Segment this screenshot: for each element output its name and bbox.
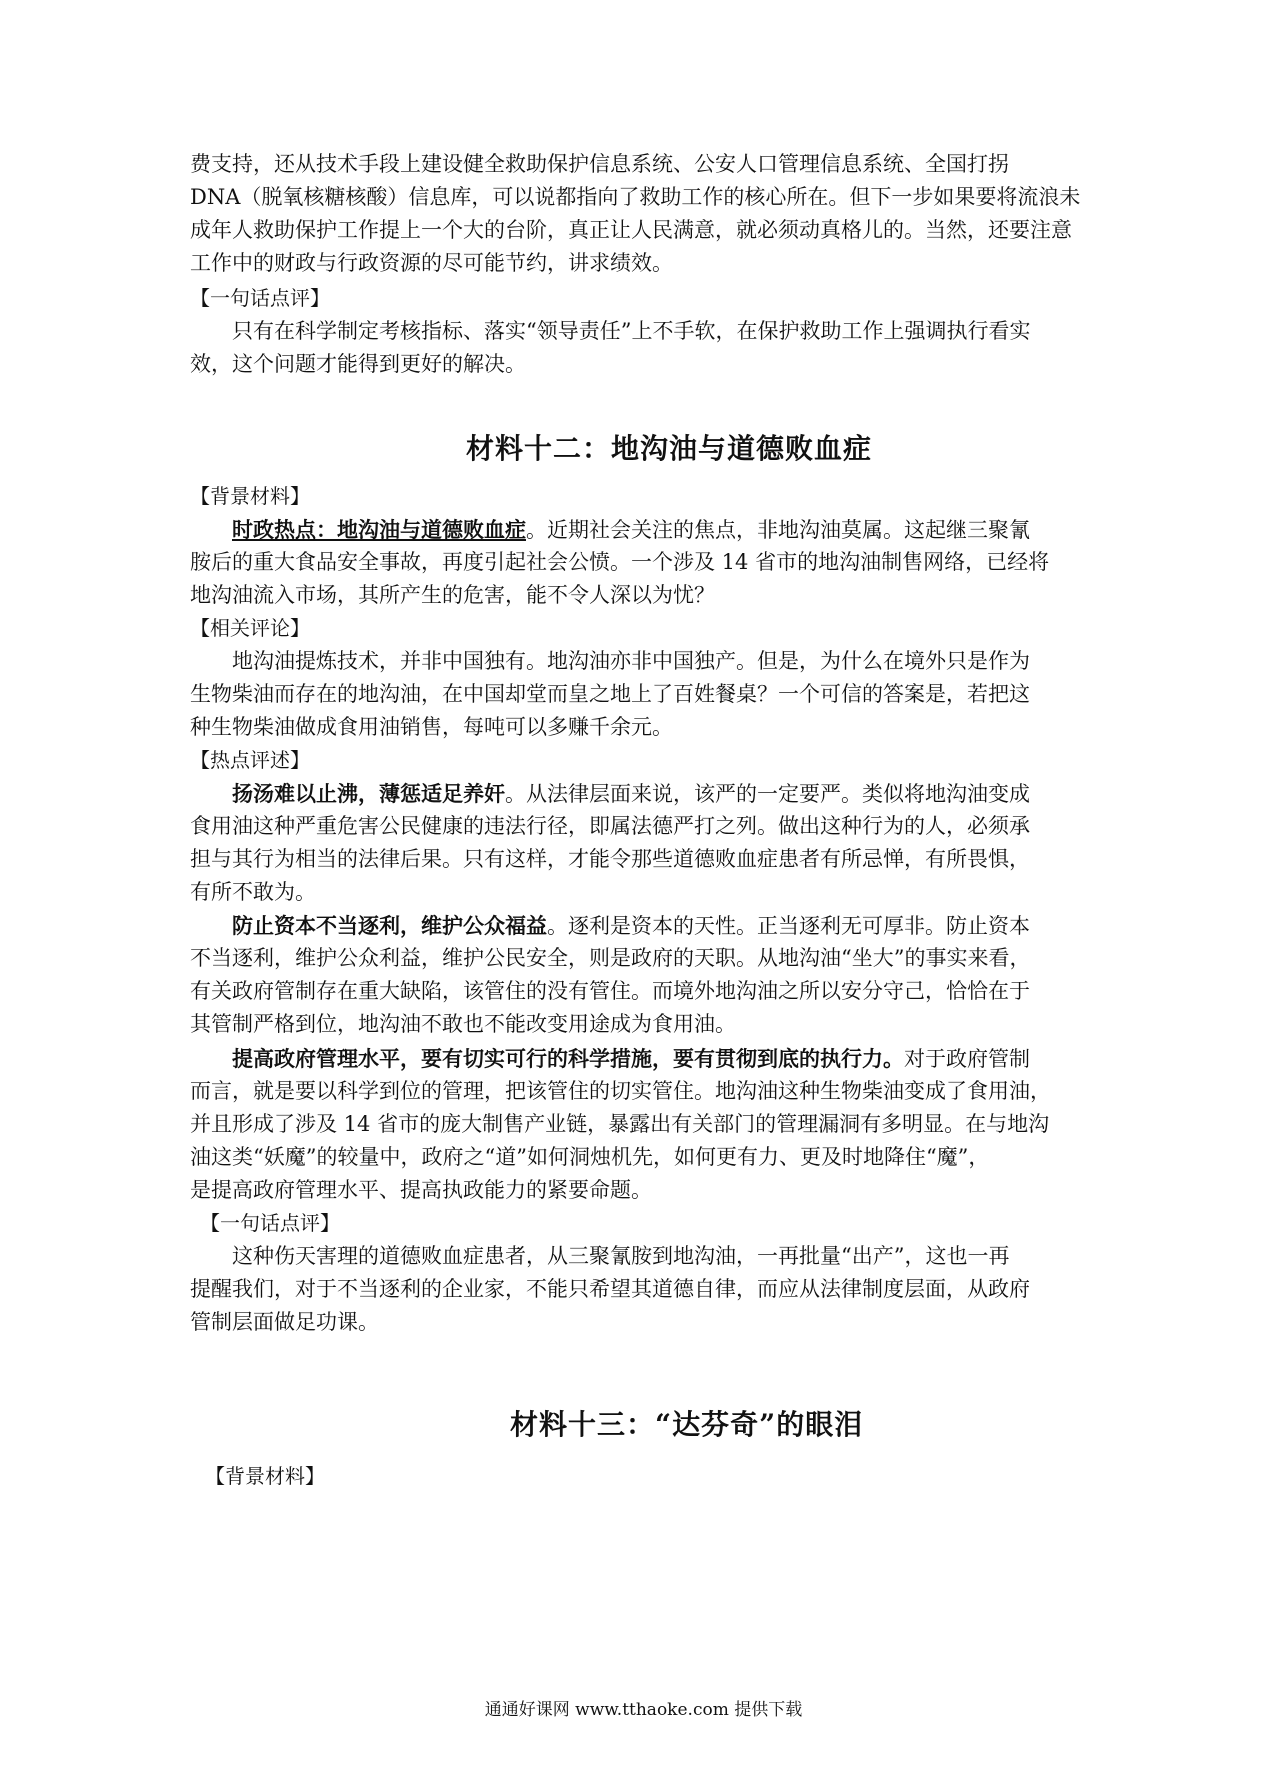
text-line: 而言，就是要以科学到位的管理，把该管住的切实管住。地沟油这种生物柴油变成了食用油， (190, 1079, 1051, 1103)
paragraph-heading: 防止资本不当逐利，维护公众福益 (232, 913, 547, 938)
text-line: 扬汤难以止沸，薄惩适足养奸。从法律层面来说，该严的一定要严。类似将地沟油变成 (232, 781, 1030, 806)
text-line: 种生物柴油做成食用油销售，每吨可以多赚千余元。 (190, 715, 673, 739)
text-line: 费支持，还从技术手段上建设健全救助保护信息系统、公安人口管理信息系统、全国打拐 (190, 152, 1009, 176)
related-comments-section (190, 612, 1120, 744)
text-line: 其管制严格到位，地沟油不敢也不能改变用途成为食用油。 (190, 1012, 736, 1036)
text-line: 工作中的财政与行政资源的尽可能节约，讲求绩效。 (190, 251, 673, 275)
text-line: 食用油这种严重危害公民健康的违法行径，即属法德严打之列。做出这种行为的人，必须承 (190, 814, 1030, 838)
section-label: 【背景材料】 (190, 484, 310, 508)
text-line: 地沟油提炼技术，并非中国独有。地沟油亦非中国独产。但是，为什么在境外只是作为 (232, 649, 1030, 673)
text-line: 不当逐利，维护公众利益，维护公民安全，则是政府的天职。从地沟油“坐大”的事实来看， (190, 946, 1031, 970)
paragraph-3 (190, 1042, 1120, 1207)
hot-comment-section (190, 744, 1120, 909)
one-line-comment-section (190, 282, 1120, 381)
text-line: 时政热点：地沟油与道德败血症。近期社会关注的焦点，非地沟油莫属。这起继三聚氰 (232, 517, 1030, 542)
text-line: 提醒我们，对于不当逐利的企业家，不能只希望其道德自律，而应从法律制度层面，从政府 (190, 1277, 1030, 1301)
section-label: 【热点评述】 (190, 748, 310, 772)
hot-topic-heading: 时政热点：地沟油与道德败血症 (232, 517, 526, 542)
section-label: 【背景材料】 (205, 1464, 325, 1488)
text-line: 是提高政府管理水平、提高执政能力的紧要命题。 (190, 1178, 652, 1202)
section-label: 【相关评论】 (190, 616, 310, 640)
section-title: 材料十二：地沟油与道德败血症 (466, 432, 873, 465)
section-label: 【一句话点评】 (190, 286, 330, 310)
text-line: 只有在科学制定考核指标、落实“领导责任”上不手软，在保护救助工作上强调执行看实 (232, 319, 1031, 343)
text-line: 提高政府管理水平，要有切实可行的科学措施，要有贯彻到底的执行力。对于政府管制 (232, 1046, 1030, 1071)
text-line: 地沟油流入市场，其所产生的危害，能不令人深以为忧？ (190, 583, 715, 607)
text-line: 胺后的重大食品安全事故，再度引起社会公愤。一个涉及 14 省市的地沟油制售网络，已经将 (190, 550, 1050, 574)
paragraph-heading: 提高政府管理水平，要有切实可行的科学措施，要有贯彻到底的执行力。 (232, 1046, 904, 1071)
background-section (190, 480, 1120, 612)
section-label: 【一句话点评】 (200, 1211, 340, 1235)
paragraph-heading: 扬汤难以止沸，薄惩适足养奸 (232, 781, 505, 806)
text-line: 管制层面做足功课。 (190, 1310, 379, 1334)
page-footer: 通通好课网 www.tthaoke.com 提供下载 (484, 1700, 803, 1720)
section-title: 材料十三：“达芬奇”的眼泪 (510, 1408, 864, 1441)
intro-paragraph (190, 148, 1120, 280)
text-line: 成年人救助保护工作提上一个大的台阶，真正让人民满意，就必须动真格儿的。当然，还要注意 (190, 218, 1072, 242)
text-line: 生物柴油而存在的地沟油，在中国却堂而皇之地上了百姓餐桌？一个可信的答案是，若把这 (190, 682, 1030, 706)
text-line: 油这类“妖魔”的较量中，政府之“道”如何洞烛机先，如何更有力、更及时地降住“魔”， (190, 1145, 990, 1169)
text-line: DNA（脱氧核糖核酸）信息库，可以说都指向了救助工作的核心所在。但下一步如果要将流浪未 (190, 185, 1081, 209)
text-line: 这种伤天害理的道德败血症患者，从三聚氰胺到地沟油，一再批量“出产”，这也一再 (232, 1244, 1010, 1268)
text-line: 有所不敢为。 (190, 880, 316, 904)
paragraph-2 (190, 909, 1120, 1041)
background-section (205, 1460, 1135, 1493)
text-line: 有关政府管制存在重大缺陷，该管住的没有管住。而境外地沟油之所以安分守己，恰恰在于 (190, 979, 1030, 1003)
text-line: 防止资本不当逐利，维护公众福益。逐利是资本的天性。正当逐利无可厚非。防止资本 (232, 913, 1030, 938)
one-line-comment-section (190, 1207, 1120, 1339)
text-line: 效，这个问题才能得到更好的解决。 (190, 352, 526, 376)
text-line: 并且形成了涉及 14 省市的庞大制售产业链，暴露出有关部门的管理漏洞有多明显。在与地沟 (190, 1112, 1050, 1136)
text-line: 担与其行为相当的法律后果。只有这样，才能令那些道德败血症患者有所忌惮，有所畏惧， (190, 847, 1030, 871)
